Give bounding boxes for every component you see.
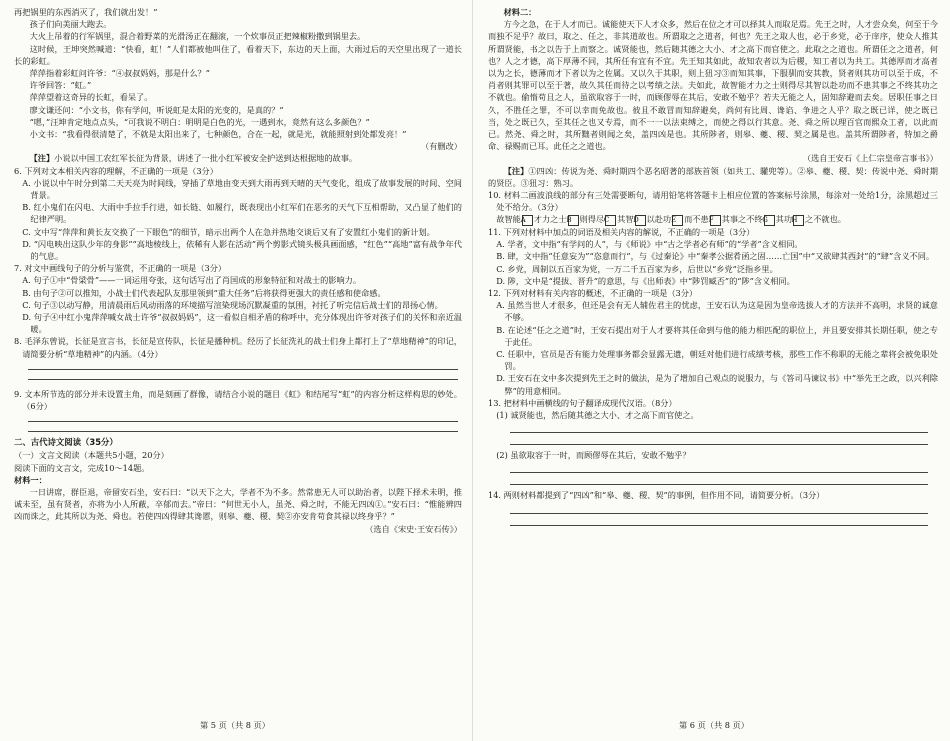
q10-sentence xyxy=(488,213,938,226)
q6-option-c[interactable]: C. 文中写“萍萍和黄长友交换了一下眼色”的细节，暗示出两个人在急并热地交谈后又有了安置红小鬼们的新计划。 xyxy=(22,226,435,237)
story-line: 廖文谦还问：“小文书，你有学问，听说虹是太阳的光变的，是真的？” xyxy=(29,104,284,115)
q7-option-b[interactable]: B. 由句子②可以推知，小战士们代表起队友那里领到“重大任务”后将获得更强大的责任感和使命感。 xyxy=(22,287,386,298)
q10-fragment: 其智 xyxy=(617,214,634,225)
q10-box-h[interactable]: H xyxy=(793,215,804,226)
material-2-title: 材料二： xyxy=(503,7,537,17)
q10-fragment: 而不患 xyxy=(684,214,709,225)
question-11: 11. 下列对材料中加点的词语及相关内容的解说，不正确的一项是（3分） xyxy=(488,226,755,237)
material-2-text: 方今之急，在于人才而已。诚能使天下人才众多，然后在位之才可以择其人而取足焉。先王之时，人才尝众矣，何至于今而独不足乎？故曰，取之、任之，非其道故也。所谓取之之道者，何也？先王之取人也，必于乡党，必于庠序，使众人推其所谓贤能，书之以告于上而察之。诚贤能也，然后随其德之大小、才之高下而官使之。此取之之道也。所谓任之之道者，何也？人之才德，高下厚薄不同，其所任有宜有不宜。先王知其如此，故知农者以为后稷，知工者以为共工。其德厚而才高者以为之长，德薄而才下者以为之佐属。又以久于其职，则上狃习③而知其事，下服驯而安其教，贤者则其功可以至于成，不肖者则其罪可以至于著，故久其任而待之以考绩之法。夫如此，故智能才力之士则得尽其智以赴功而不患其事之不终其功之不就也。偷惰苟且之人，虽欲取容于一时，而顾僇辱在其后，安敢不勉乎？若夫无能之人，固知辞避而去矣。居职任事之日久，不胜任之罪，不可以幸而免故也。彼且不敢冒而知辞避矣，尚何有比周、谗谄、争进之人乎？取之既已详，使之既已当，处之既已久，至其任之也又专焉，而不一一以法束缚之，而使之得以行其意。尧、舜之所以理百官而熙众工者，以此而已。然尧、舜之时，其所黜者则闻之矣，盖四凶是也。其所陟者，则皋、夔、稷、契之属是也。盖其所谓陟者，特加之爵命、禄赐而已耳。此任之之道也。 xyxy=(488,19,938,152)
answer-line[interactable] xyxy=(28,369,458,370)
q7-option-d[interactable]: D. 句子④中红小鬼萍萍喊女战士许爷“叔叔妈妈”，这一看似自相矛盾的称呼中，充分体现出许爷对孩子们的关怀和亲近温暖。 xyxy=(22,312,462,335)
q10-box-b[interactable]: B xyxy=(568,215,579,226)
q10-box-c[interactable]: C xyxy=(605,215,616,226)
answer-line[interactable] xyxy=(28,421,458,422)
story-excerpt xyxy=(14,6,462,152)
q6-option-a[interactable]: A. 小说以中午时分到第二天天亮为时间线，穿插了草地由变天到大雨再到天晴的天气变化，组成了故事发展的时间、空间背景。 xyxy=(22,177,462,201)
story-line: 萍萍指着彩虹问许爷：“④叔叔妈妈，那是什么？” xyxy=(29,68,210,79)
q11-option-a[interactable]: A. 学者，文中指“有学问的人”，与《师说》中“古之学者必有师”的“学者”含义相同。 xyxy=(496,239,803,250)
q10-box-e[interactable]: E xyxy=(672,215,683,226)
page-divider xyxy=(472,0,473,741)
material-1-title: 材料一： xyxy=(14,474,47,485)
page-5 xyxy=(0,0,470,741)
page-footer: 第 6 页（共 8 页） xyxy=(679,720,749,730)
answer-line[interactable] xyxy=(510,472,928,473)
q12-option-b[interactable]: B. 在论述“任之之道”时，王安石提出对于人才要将其任命到与他的能力相匹配的职位上，并且要安排其长期任职，使之专于此任。 xyxy=(496,324,938,347)
material-note xyxy=(488,165,938,189)
story-note xyxy=(14,152,462,164)
answer-line[interactable] xyxy=(510,513,928,514)
q10-fragment: 其功 xyxy=(775,214,793,225)
question-14: 14. 两则材料都提到了“四凶”和“皋、夔、稷、契”的事例，但作用不同，请简要分析。（3分） xyxy=(488,490,825,501)
q10-fragment: 才力之士 xyxy=(533,214,567,225)
q10-box-d[interactable]: D xyxy=(635,215,646,226)
q12-option-d[interactable]: D. 王安石在文中多次提到先王之时的做法，是为了增加自己观点的说服力，与《答司马谏议书》中“举先王之政，以兴利除弊”的用意相同。 xyxy=(496,373,938,396)
q10-box-f[interactable]: F xyxy=(710,215,721,226)
page-footer: 第 5 页（共 8 页） xyxy=(200,720,270,730)
story-source: （有删改） xyxy=(421,141,462,152)
q10-fragment: 其事之不终 xyxy=(721,214,763,225)
material-1-text: 一日讲席，群臣退，帝留安石坐，安石曰：“以天下之大，学者不为不多。然常患无人可以助治者，以陛下择术未明，推诚未至，虽有贤者，亦将为小人所蔽，卒郁而去。”帝曰：“何世无小人，虽尧、舜之时，不能无四凶①。”安石曰：“惟能辨四凶而诛之，此其所以为尧、舜也。若使四凶得肆其谗慝，则皋、夔、稷、契②亦安肯苟食其禄以终身乎？” xyxy=(14,486,462,522)
story-line: 许爷回答：“虹。” xyxy=(29,80,92,91)
q12-option-c[interactable]: C. 任职中，官员是否有能力处理事务都会显露无遗，朝廷对他们进行成绩考核，那些工作不称职的无能之辈将会被免职处罚。 xyxy=(496,348,938,372)
q13-part-1: (1) 诚贤能也，然后随其德之大小、才之高下而官使之。 xyxy=(496,410,699,420)
section-instruction: 阅读下面的文言文，完成10～14题。 xyxy=(14,462,150,473)
page-6 xyxy=(478,0,950,741)
section-subheading: （一）文言文阅读（本题共5小题，20分） xyxy=(14,450,169,461)
note-label: 【注】 xyxy=(29,153,55,164)
question-13: 13. 把材料中画横线的句子翻译成现代汉语。（8分） xyxy=(488,397,677,408)
story-line: 孩子们向美丽大跑去。 xyxy=(29,19,112,30)
question-8: 8. 毛泽东曾说，长征是宣言书，长征是宣传队，长征是播种机。经历了长征洗礼的战士们身上都打上了“草地精神”的印记，请简要分析“草地精神”的内涵。（4分） xyxy=(14,336,462,359)
q11-option-b[interactable]: B. 肆，文中指“任意妄为”“恣意而行”，与《过秦论》中“秦孝公据肴函之固……亡国”中“又欲肆其西封”的“肆”含义不同。 xyxy=(496,251,935,262)
q10-box-a[interactable]: A xyxy=(522,215,533,226)
q6-option-d[interactable]: D. “闪电映出这队少年的身影”“高地棱线上，依稀有人影在活动”两个剪影式镜头极具画面感，“红色”“高地”富有战争年代的气息。 xyxy=(22,238,462,262)
q10-fragment: 则得尽 xyxy=(579,214,605,225)
question-6: 6. 下列对文本相关内容的理解，不正确的一项是（3分） xyxy=(14,165,218,176)
note-label: 【注】 xyxy=(503,165,529,176)
q10-fragment: 故智能 xyxy=(496,214,521,225)
story-line: 大火上吊着的行军锅里，混合着野菜的光滑汤正在翻滚，一个炊事员正把辣椒粉撒到锅里去。 xyxy=(29,31,366,42)
q7-option-a[interactable]: A. 句子①中“骨梁骨”——一词运用夸张，这句话写出了肖国成的形象特征和对战士的影响力。 xyxy=(22,275,362,286)
q10-fragment: 之不就也。 xyxy=(805,214,846,225)
story-line: 这时候，王坤突然喊道：“快看，虹！”人们都被他叫住了，看着天下，东边的天上面，大雨过后的天空里出现了一道长长的彩虹。 xyxy=(14,43,462,66)
q10-fragment: 以赴功 xyxy=(646,214,672,225)
q11-option-c[interactable]: C. 乡党，周制以五百家为党，一万二千五百家为乡，后世以“乡党”泛指乡里。 xyxy=(496,263,778,274)
answer-line[interactable] xyxy=(510,525,928,526)
answer-line[interactable] xyxy=(510,432,928,433)
question-10: 10. 材料二画波浪线的部分有三处需要断句，请用铅笔将答题卡上相应位置的答案标号涂黑，每涂对一处给1分，涂黑超过三处不给分。（3分） xyxy=(488,190,938,213)
question-9: 9. 文本所节选的部分并未设置主角，而是刻画了群像，请结合小说的题目《虹》和结尾写“虹”的内容分析这样构思的妙处。（6分） xyxy=(14,388,462,412)
story-line: 萍萍望着这奇异的长虹，看呆了。 xyxy=(29,92,153,103)
note-text: 小说以中国工农红军长征为背景，讲述了一批小红军被安全护送到达根据地的故事。 xyxy=(54,153,358,164)
q6-option-b[interactable]: B. 红小鬼们在闪电、大雨中手拉手行进，如长链、如履行，既表现出小红军们在恶劣的天气下互相帮助，又凸显了他们的纪律严明。 xyxy=(22,202,462,225)
q13-part-2: (2) 虽欲取容于一时，而顾僇辱在其后，安敢不勉乎？ xyxy=(496,450,691,461)
note-text: ①四凶：传说为尧、舜时期四个恶名昭著的部族首领（如共工、驩兜等）。②皋、夔、稷、契：传说中尧、舜时期的贤臣。③狃习：熟习。 xyxy=(488,165,938,188)
material-2-source: （选自王安石《上仁宗皇帝言事书》） xyxy=(802,153,938,164)
q7-option-c[interactable]: C. 句子③以动写静，用清晨雨后风动雨落的环境描写渲染现场沉默凝重的氛围，衬托了听完信后战士们的昂扬心情。 xyxy=(22,299,443,310)
question-7: 7. 对文中画线句子的分析与鉴赏，不正确的一项是（3分） xyxy=(14,263,227,274)
question-12: 12. 下列对材料有关内容的概述，不正确的一项是（3分） xyxy=(488,287,698,298)
story-line: 再把锅里的东西消灭了，我们就出发！” xyxy=(14,7,158,17)
story-line: 小文书：“我看得很清楚了，不就是太阳出来了，七种颜色，合在一起，就是光，就能照射到处都发亮！” xyxy=(29,129,407,140)
q12-option-a[interactable]: A. 虽然当世人才很多，但还是会有无人辅佐君主的忧虑，王安石认为这是因为皇帝选拔人才的方法并不高明，求贤的诚意不够。 xyxy=(496,300,938,323)
story-line: “嗯，”汪坤肯定地点点头，“可我说不明白：明明是白色的光，一遇到水，竟然有这么多颜色？” xyxy=(29,116,370,127)
material-1-source: （选自《宋史·王安石传》） xyxy=(365,523,462,534)
q11-option-d[interactable]: D. 陟，文中是“提拔、晋升”的意思，与《出师表》中“陟罚臧否”的“陟”含义相同。 xyxy=(496,275,795,286)
q10-box-g[interactable]: G xyxy=(764,215,775,226)
section-heading: 二、古代诗文阅读（35分） xyxy=(14,437,118,448)
